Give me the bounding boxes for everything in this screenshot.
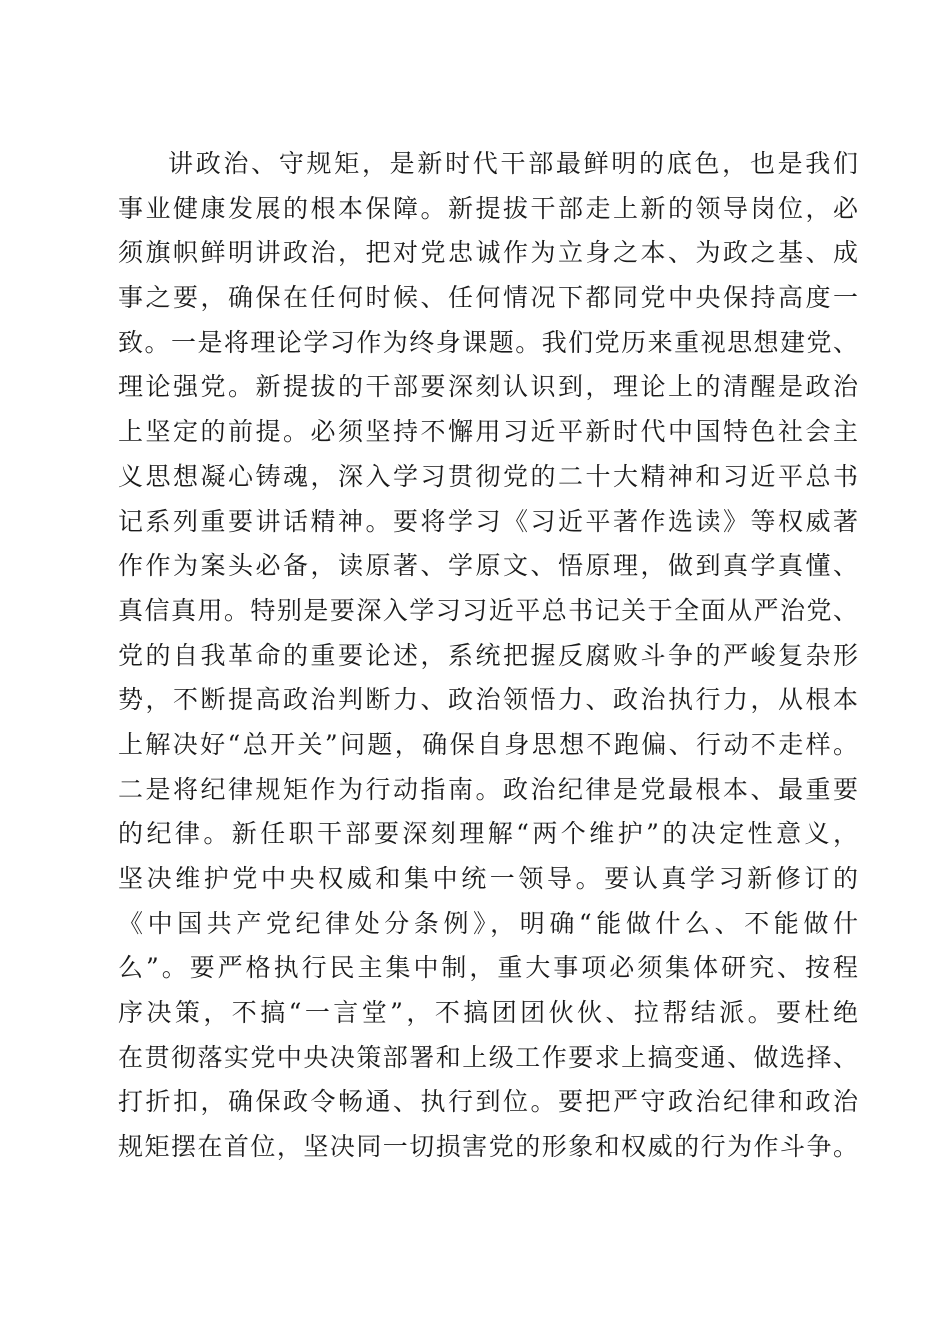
paragraph-line: 上坚定的前提。必须坚持不懈用习近平新时代中国特色社会主 [118, 417, 858, 447]
paragraph-line: 势，不断提高政治判断力、政治领悟力、政治执行力，从根本 [118, 685, 858, 715]
paragraph-line: 么”。要严格执行民主集中制，重大事项必须集体研究、按程 [118, 953, 858, 983]
paragraph-line: 的纪律。新任职干部要深刻理解“两个维护”的决定性意义， [118, 819, 858, 849]
paragraph-line: 须旗帜鲜明讲政治，把对党忠诚作为立身之本、为政之基、成 [118, 238, 858, 268]
paragraph-line: 事之要，确保在任何时候、任何情况下都同党中央保持高度一 [118, 283, 858, 313]
paragraph-line: 在贯彻落实党中央决策部署和上级工作要求上搞变通、做选择、 [118, 1042, 858, 1072]
paragraph-line: 讲政治、守规矩，是新时代干部最鲜明的底色，也是我们 [168, 149, 858, 178]
paragraph-line: 二是将纪律规矩作为行动指南。政治纪律是党最根本、最重要 [118, 774, 858, 804]
paragraph-line: 序决策，不搞“一言堂”，不搞团团伙伙、拉帮结派。要杜绝 [118, 998, 858, 1028]
paragraph-line: 坚决维护党中央权威和集中统一领导。要认真学习新修订的 [118, 864, 858, 893]
paragraph-line: 上解决好“总开关”问题，确保自身思想不跑偏、行动不走样。 [118, 729, 858, 759]
paragraph-line: 事业健康发展的根本保障。新提拔干部走上新的领导岗位，必 [118, 193, 858, 223]
paragraph-line: 义思想凝心铸魂，深入学习贯彻党的二十大精神和习近平总书 [118, 461, 858, 491]
paragraph-line: 《中国共产党纪律处分条例》，明确“能做什么、不能做什 [118, 908, 858, 938]
paragraph-line: 打折扣，确保政令畅通、执行到位。要把严守政治纪律和政治 [118, 1087, 858, 1117]
body-paragraph [118, 142, 858, 1170]
paragraph-line: 规矩摆在首位，坚决同一切损害党的形象和权威的行为作斗争。 [118, 1132, 858, 1162]
paragraph-line: 记系列重要讲话精神。要将学习《习近平著作选读》等权威著 [118, 506, 858, 536]
paragraph-line: 真信真用。特别是要深入学习习近平总书记关于全面从严治党、 [118, 595, 858, 625]
paragraph-line: 致。一是将理论学习作为终身课题。我们党历来重视思想建党、 [118, 327, 858, 357]
paragraph-line: 作作为案头必备，读原著、学原文、悟原理，做到真学真懂、 [118, 551, 858, 581]
paragraph-line: 党的自我革命的重要论述，系统把握反腐败斗争的严峻复杂形 [118, 640, 858, 670]
paragraph-line: 理论强党。新提拔的干部要深刻认识到，理论上的清醒是政治 [118, 372, 858, 402]
